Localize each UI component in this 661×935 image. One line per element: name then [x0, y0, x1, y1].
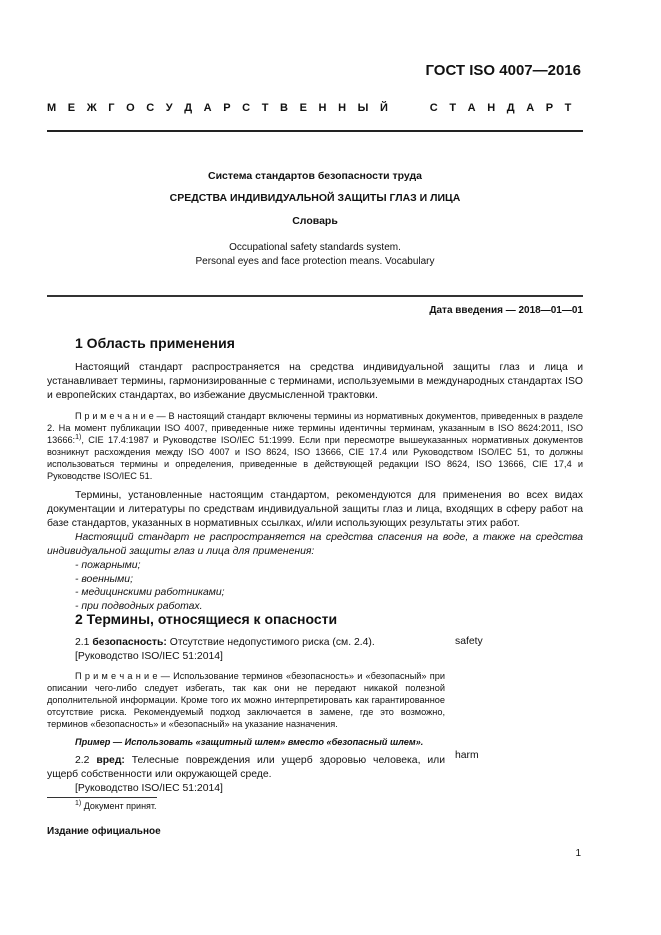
note-text: — В настоящий стандарт включены термины из нормативных документов, приведенных в разделе 2. На момент публикации ISO 4007, приведенные ниже термины идентичны терминам, указанным в ISO 8624:2011, ISO 13666:	[47, 411, 583, 445]
term-definition: Отсутствие недопустимого риска (см. 2.4).	[166, 637, 375, 648]
edition-label: Издание официальное	[47, 826, 161, 837]
banner-letter: В	[280, 102, 288, 114]
term-name: безопасность:	[92, 637, 167, 648]
footnote-text: Документ принят.	[81, 801, 157, 811]
banner-letter: Н	[338, 102, 347, 114]
section-1-note	[47, 410, 583, 482]
document-subtitle: Словарь	[292, 215, 338, 227]
banner-letter: Д	[506, 102, 515, 114]
term-2-2-definition	[47, 754, 445, 782]
banner-letter: Т	[564, 102, 572, 114]
document-code: ГОСТ ISO 4007—2016	[425, 62, 581, 79]
banner-letter: С	[146, 102, 155, 114]
note-text: — Использование терминов «безопасность» и «безопасный» при описании чего-либо следует избегать, так как они не передают никакой полезной дополнительной информации. Кроме того их можно интерпретировать как гарантированное отсутствие риска. Рекомендуемый подход заключается в замене, где это возможно, терминов «безопасность» и «безопасный» на указание назначения.	[47, 671, 445, 729]
list-item: - военными;	[75, 573, 133, 585]
section-1-paragraph-2: Термины, установленные настоящим стандартом, рекомендуются для применения во всех видах документации и литературы по средствам индивидуальной защиты глаз и лица, входящих в сферу работ на базе стандартов, указанных в нормативных ссылках, и/или использующих результаты этих работ.	[47, 490, 583, 529]
standard-series-title: Система стандартов безопасности труда	[207, 170, 423, 182]
footnote-ref: 1)	[75, 433, 82, 441]
document-title: СРЕДСТВА ИНДИВИДУАЛЬНОЙ ЗАЩИТЫ ГЛАЗ И ЛИЦА	[169, 192, 461, 204]
introduction-date: Дата введения — 2018—01—01	[429, 305, 583, 316]
banner-letter: Н	[487, 102, 496, 114]
footnote-mark: 1)	[75, 800, 82, 807]
term-2-1-reference: [Руководство ISO/IEC 51:2014]	[75, 651, 223, 662]
list-item: - при подводных работах.	[75, 600, 203, 612]
banner-letter: О	[126, 102, 135, 114]
banner-word-standard	[430, 102, 583, 114]
banner-letter: С	[429, 102, 438, 114]
term-definition: Телесные повреждения или ущерб здоровью человека, или ущерб собственности или окружающей среде.	[47, 755, 445, 780]
note-text-cont: , CIE 17.4:1987 и Руководстве ISO/IEC 51:1999. Если при пересмотре вышеуказанных нормативных документов возникнут расхождения между ISO 4007 и ISO 8624, ISO 13666, CIE 17.4 или Руководством ISO/IEC 51, то должны использоваться термины и определения, приведенные в действующей редакции ISO 8624, ISO 13666, CIE 17,4 и Руководстве ISO/IEC 51.	[47, 435, 583, 481]
title-rule	[47, 295, 583, 297]
banner-letter: Ы	[357, 102, 369, 114]
banner-letter: Н	[318, 102, 327, 114]
banner-letter: Р	[545, 102, 554, 114]
banner-letter: А	[203, 102, 212, 114]
banner-letter: Й	[379, 102, 388, 114]
exclusion-list	[47, 559, 583, 613]
term-2-2-reference: [Руководство ISO/IEC 51:2014]	[75, 783, 223, 794]
section-1-heading: 1 Область применения	[75, 335, 235, 351]
banner-letter: А	[526, 102, 535, 114]
banner-letter: У	[165, 102, 173, 114]
english-title-line-1: Occupational safety standards system.	[229, 242, 401, 253]
page-number: 1	[575, 848, 581, 859]
banner-letter: А	[467, 102, 476, 114]
banner-letter: Г	[108, 102, 115, 114]
list-item: - медицинскими работниками;	[75, 587, 225, 598]
banner-letter: Т	[261, 102, 269, 114]
term-name: вред:	[96, 755, 125, 766]
section-2-example: Пример — Использовать «защитный шлем» вместо «безопасный шлем».	[75, 737, 424, 747]
banner-letter: М	[47, 102, 57, 114]
footnote-rule	[47, 797, 157, 798]
footnote	[75, 801, 157, 811]
banner-word-interstate	[47, 102, 399, 114]
banner-letter: Д	[184, 102, 193, 114]
english-title	[47, 241, 583, 269]
banner-letter: Т	[449, 102, 457, 114]
standard-banner	[47, 102, 583, 114]
banner-letter: С	[242, 102, 251, 114]
top-rule	[47, 130, 583, 132]
term-2-1	[47, 636, 445, 796]
banner-letter: Е	[299, 102, 307, 114]
section-1-paragraph-1: Настоящий стандарт распространяется на средства индивидуальной защиты глаз и лица и устанавливает термины, гармонизированные с терминами, используемыми в международных стандартах ISO и европейских стандартах, во избежание двусмысленной трактовки.	[47, 362, 583, 401]
term-number: 2.1	[75, 637, 93, 648]
term-number: 2.2	[75, 755, 97, 766]
section-1-body	[47, 361, 583, 613]
section-2-note	[47, 670, 445, 730]
banner-letter: Ж	[86, 102, 97, 114]
note-label: П р и м е ч а н и е	[75, 671, 158, 681]
banner-letter: Е	[67, 102, 76, 114]
note-label: П р и м е ч а н и е	[75, 411, 154, 421]
list-item: - пожарными;	[75, 560, 141, 571]
term-2-1-definition	[47, 636, 445, 650]
english-title-line-2: Personal eyes and face protection means. Vocabulary	[195, 256, 435, 267]
term-2-1-english: safety	[455, 636, 483, 647]
section-1-paragraph-3: Настоящий стандарт не распространяется на средства спасения на воде, а также на средства индивидуальной защиты глаз и лица для применения:	[47, 532, 583, 557]
section-2-heading: 2 Термины, относящиеся к опасности	[75, 611, 338, 627]
banner-letter: Р	[223, 102, 231, 114]
term-2-2-english: harm	[455, 750, 479, 761]
